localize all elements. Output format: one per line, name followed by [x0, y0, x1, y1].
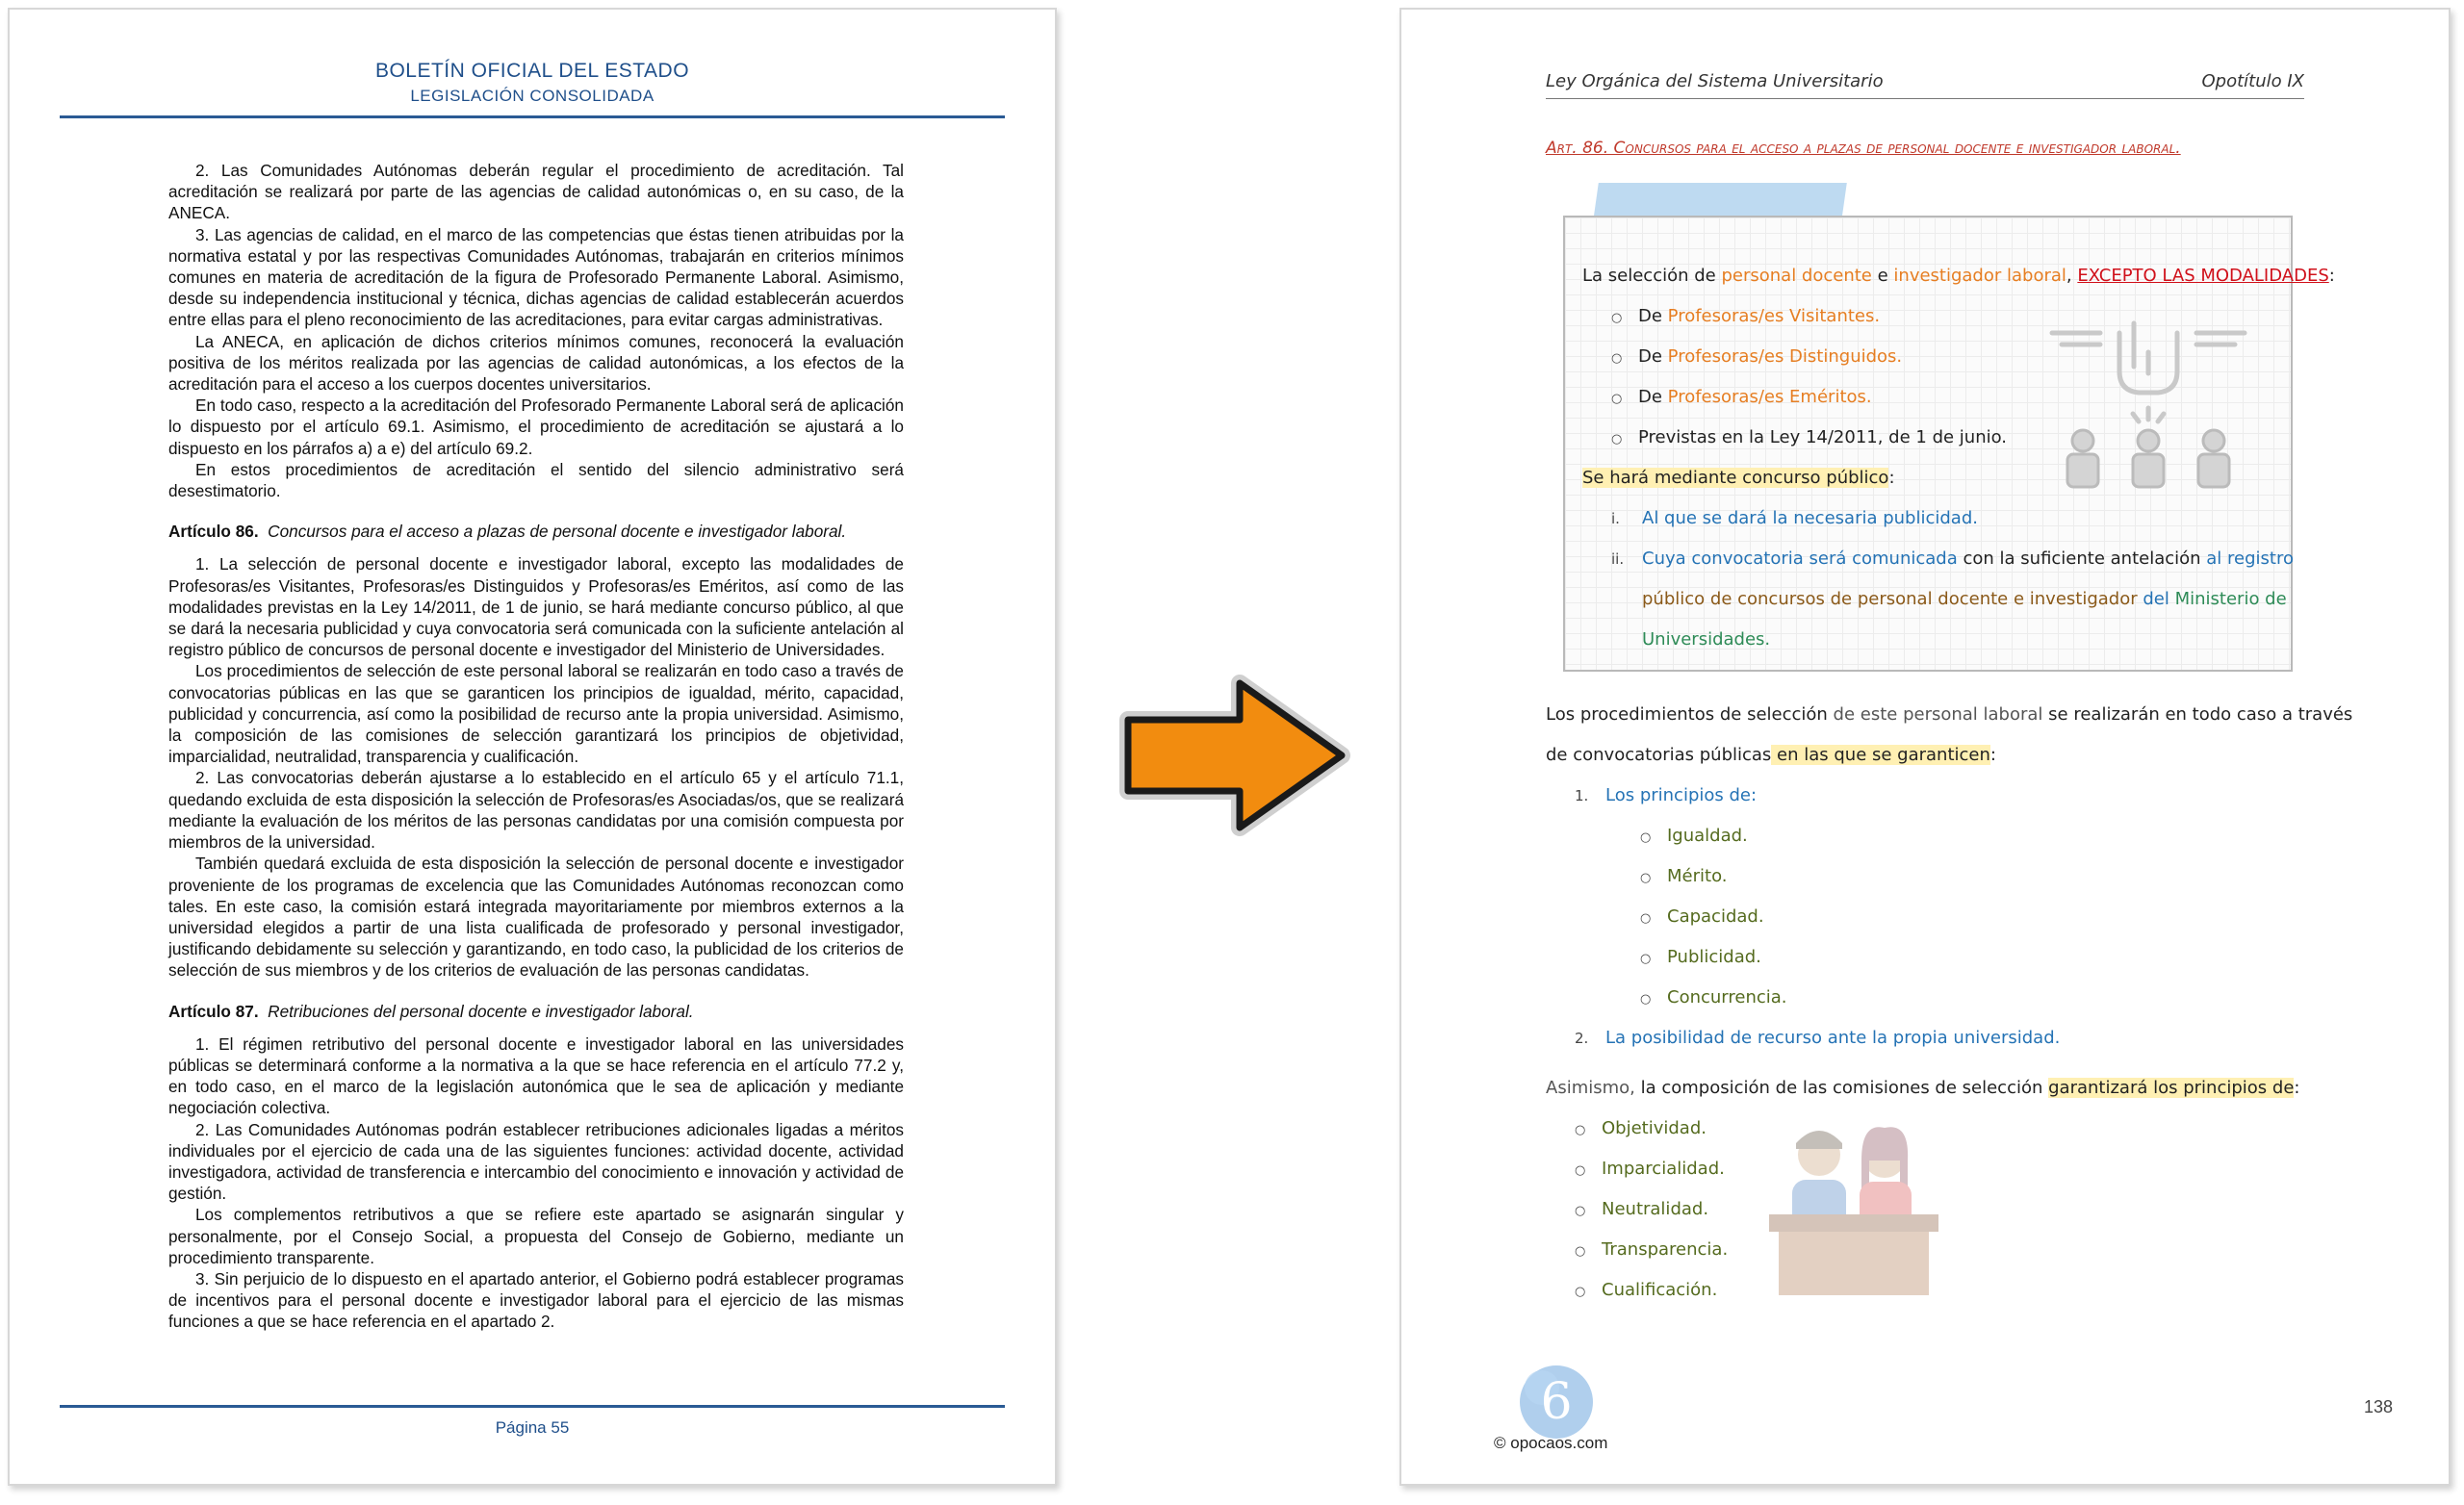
- circle-bullet-icon: ○: [1575, 1204, 1586, 1218]
- text: personal docente: [1721, 266, 1872, 286]
- circle-bullet-icon: ○: [1640, 952, 1652, 966]
- text: :: [1888, 468, 1895, 488]
- article-heading: [1546, 139, 2181, 158]
- note-roman-item: [1582, 539, 2294, 579]
- numbered-item: [1546, 776, 2306, 816]
- text: 2.: [1575, 1030, 1589, 1047]
- note-box: [1563, 216, 2335, 672]
- circle-bullet-icon: ○: [1640, 871, 1652, 885]
- text: Capacidad.: [1667, 906, 1764, 927]
- note-line: [1582, 579, 2287, 620]
- article-86-label: Artículo 86.: [168, 522, 259, 542]
- note-bullet: [1582, 296, 2275, 337]
- text: Ministerio de: [2174, 589, 2287, 609]
- circle-bullet-icon: ○: [1575, 1163, 1586, 1178]
- text: Neutralidad.: [1602, 1199, 1709, 1219]
- text: ,: [2066, 266, 2078, 286]
- text: Los principios de:: [1605, 785, 1758, 805]
- svg-text:6: 6: [1540, 1373, 1573, 1431]
- boe-paragraph: En estos procedimientos de acreditación el sentido del silencio administrativo será desestimatorio.: [168, 459, 904, 501]
- text: se realizarán en todo caso a través: [2048, 704, 2353, 725]
- boe-paragraph: 1. La selección de personal docente e investigador laboral, excepto las modalidades de Profesoras/es Visitantes, Profesoras/es Distinguidos y Profesoras/es Eméritos, así como de las modalidades previstas en la Ley 14/2011, de 1 de junio, se hará mediante concurso público, al que se dará la necesaria publicidad y cuya convocatoria será comunicada con la suficiente antelación al registro público de concursos de personal docente e investigador del Ministerio de Universidades.: [168, 554, 904, 660]
- boe-page-number: Página 55: [495, 1418, 570, 1437]
- principle-item: [1546, 816, 2306, 856]
- boe-paragraph: 2. Las convocatorias deberán ajustarse a lo establecido en el artículo 65 y el artículo 71.1, quedando excluida de esta disposición la selección de Profesoras/es Asociadas/os, que se realizará mediante la evaluación de los méritos de las personas candidatas por una comisión compuesta por miembros de la universidad.: [168, 768, 904, 853]
- circle-bullet-icon: ○: [1575, 1285, 1586, 1299]
- boe-footer-rule: [60, 1405, 1005, 1408]
- text: e: [1871, 266, 1894, 286]
- text: Imparcialidad.: [1602, 1159, 1725, 1179]
- article-87-label: Artículo 87.: [168, 1001, 259, 1021]
- text: Igualdad.: [1667, 826, 1748, 846]
- circle-bullet-icon: ○: [1640, 911, 1652, 926]
- note-line: [1582, 620, 2275, 660]
- text: Se hará mediante concurso público: [1582, 468, 1889, 488]
- boe-subtitle: LEGISLACIÓN CONSOLIDADA: [410, 87, 654, 105]
- circle-bullet-icon: ○: [1575, 1244, 1586, 1259]
- text: De: [1638, 346, 1668, 367]
- circle-bullet-icon: ○: [1640, 830, 1652, 845]
- text: Objetividad.: [1602, 1118, 1707, 1138]
- note-bullet: [1582, 418, 2275, 458]
- notes-header: [1546, 71, 2304, 91]
- note-bullet: [1582, 377, 2275, 418]
- principle-item: [1546, 937, 2306, 978]
- circle-bullet-icon: ○: [1640, 992, 1652, 1007]
- text: Los procedimientos de selección: [1546, 704, 1828, 725]
- text: :: [2328, 266, 2335, 286]
- text: del: [2137, 589, 2175, 609]
- boe-paragraph: 2. Las Comunidades Autónomas podrán establecer retribuciones adicionales ligadas a méritos individuales por el ejercicio de cada una de las siguientes funciones: actividad docente, actividad investigadora, actividad de transferencia e intercambio del conocimiento e innovación y actividad de gestión.: [168, 1119, 904, 1204]
- boe-title: BOLETÍN OFICIAL DEL ESTADO: [374, 60, 690, 82]
- committee-desk-icon: [1769, 1122, 1938, 1295]
- text: la composición de las comisiones de selección: [1640, 1078, 2049, 1098]
- text: Cualificación.: [1602, 1280, 1718, 1300]
- article-heading-text: Art. 86. Concursos para el acceso a plazas de personal docente e investigador laboral.: [1546, 139, 2181, 158]
- boe-paragraph: También quedará excluida de esta disposición la selección de personal docente e investigador proveniente de los programas de excelencia que las Comunidades Autónomas reconozcan como tales. En este caso, la comisión estará integrada mayoritariamente por miembros externos a la universidad elegidos a partir de una lista cualificada de profesorado y personal investigador, justificando debidamente su selección y garantizando, en todo caso, la publicidad de los criterios de selección de sus miembros y de los criterios de evaluación de las personas candidatas.: [168, 854, 904, 981]
- notes-header-title: Ley Orgánica del Sistema Universitario: [1546, 71, 1884, 91]
- text: i.: [1611, 510, 1620, 527]
- text: investigador laboral: [1893, 266, 2066, 286]
- text: de este personal laboral: [1827, 704, 2049, 725]
- text: Universidades.: [1642, 629, 1771, 650]
- note-bullet: [1582, 337, 2275, 377]
- principle-item: [1546, 856, 2306, 897]
- boe-paragraph: La ANECA, en aplicación de dichos criterios mínimos comunes, reconocerá la evaluación positiva de los méritos realizada por las agencias de calidad autonómicas, a los efectos de la acreditación para el acceso a los cuerpos docentes universitarios.: [168, 331, 904, 395]
- note-roman-item: [1582, 498, 2275, 539]
- text: al registro: [2206, 548, 2294, 569]
- text: Previstas en la Ley 14/2011: [1638, 427, 1878, 447]
- note-line: [1546, 695, 2353, 735]
- text: 1.: [1575, 787, 1589, 804]
- text: Publicidad.: [1667, 947, 1761, 967]
- article-86-title: Concursos para el acceso a plazas de personal docente e investigador laboral.: [268, 522, 847, 542]
- boe-body: [168, 160, 904, 1333]
- notes-page-number: 138: [2364, 1397, 2394, 1416]
- boe-page: [8, 8, 1057, 1486]
- circle-bullet-icon: ○: [1575, 1123, 1586, 1137]
- text: La selección de: [1582, 266, 1722, 286]
- arrow-right-icon: [1115, 674, 1355, 837]
- text: De: [1638, 387, 1668, 407]
- text: Profesoras/es Eméritos.: [1667, 387, 1872, 407]
- text: :: [2294, 1078, 2300, 1098]
- text: , de 1 de junio.: [1877, 427, 2008, 447]
- principle-item: [1546, 897, 2306, 937]
- notes-header-chapter: Opotítulo IX: [2201, 71, 2304, 91]
- boe-paragraph: 1. El régimen retributivo del personal docente e investigador laboral en las universidades públicas se determinará conforme a la normativa a la que se hace referencia en el artículo 77.2 y, en todo caso, en el marco de la legislación autonómica que le sea de aplicación y mediante negociación colectiva.: [168, 1033, 904, 1118]
- notes-header-rule: [1546, 98, 2304, 99]
- text: garantizará los principios de: [2048, 1078, 2295, 1098]
- text: De: [1638, 306, 1668, 326]
- text: Al que se dará la necesaria publicidad.: [1642, 508, 1978, 528]
- boe-paragraph: Los procedimientos de selección de este personal laboral se realizarán en todo caso a través de convocatorias públicas en las que se garanticen los principios de igualdad, mérito, capacidad, publicidad y concurrencia, así como la posibilidad de recurso ante la propia universidad. Asimismo, la composición de las comisiones de selección garantizará los principios de objetividad, imparcialidad, neutralidad, transparencia y cualificación.: [168, 661, 904, 767]
- boe-paragraph: 2. Las Comunidades Autónomas deberán regular el procedimiento de acreditación. Tal acreditación se realizará por parte de las agencias de calidad autonómicas o, en su caso, de la ANECA.: [168, 161, 904, 223]
- text: con la suficiente antelación: [1957, 548, 2207, 569]
- boe-header: [60, 60, 1005, 106]
- article-87-title: Retribuciones del personal docente e investigador laboral.: [268, 1001, 694, 1021]
- text: Transparencia.: [1602, 1239, 1729, 1260]
- copyright-text: © opocaos.com: [1494, 1434, 1608, 1452]
- text: público de concursos de personal docente e investigador: [1642, 589, 2138, 609]
- text: Asimismo,: [1546, 1078, 1641, 1098]
- boe-header-rule: [60, 115, 1005, 118]
- boe-paragraph: 3. Sin perjuicio de lo dispuesto en el apartado anterior, el Gobierno podrá establecer programas de incentivos para el personal docente e investigador laboral para el ejercicio de las mismas funciones a que se hace referencia en el apartado 2.: [168, 1268, 904, 1332]
- note-line: [1546, 1068, 2306, 1109]
- boe-paragraph: Los complementos retributivos a que se refiere este apartado se asignarán singular y personalmente, por el Consejo Social, a propuesta del Consejo de Gobierno, mediante un procedimiento transparente.: [168, 1205, 904, 1267]
- boe-paragraph: 3. Las agencias de calidad, en el marco de las competencias que éstas tienen atribuidas por la normativa estatal y por las respectivas Comunidades Autónomas, trabajarán en criterios mínimos comunes en materia de acreditación de la figura de Profesorado Permanente Laboral. Asimismo, desde su independencia institucional y técnica, dichas agencias de calidad establecerán acuerdos entre ellas para el pleno reconocimiento de las acreditaciones, para evitar cargas administrativas.: [168, 224, 904, 330]
- text: Concurrencia.: [1667, 987, 1787, 1008]
- text: Profesoras/es Distinguidos.: [1667, 346, 1903, 367]
- text: La posibilidad de recurso ante la propia universidad.: [1605, 1028, 2061, 1048]
- article-86-heading: [168, 521, 904, 542]
- text: de convocatorias públicas: [1546, 745, 1772, 765]
- note-line: [1582, 458, 2275, 498]
- note-line: [1582, 256, 2335, 296]
- principle-item: [1546, 978, 2306, 1018]
- text: EXCEPTO LAS MODALIDADES: [2077, 266, 2329, 286]
- circle-bullet-icon: ○: [1611, 351, 1623, 366]
- circle-bullet-icon: ○: [1611, 311, 1623, 325]
- note-line: [1546, 735, 2306, 776]
- text: :: [1989, 745, 1996, 765]
- text: Profesoras/es Visitantes.: [1667, 306, 1881, 326]
- numbered-item: [1546, 1018, 2306, 1059]
- circle-bullet-icon: ○: [1611, 432, 1623, 446]
- notes-page: [1399, 8, 2451, 1486]
- article-87-heading: [168, 1001, 904, 1022]
- text: Mérito.: [1667, 866, 1728, 886]
- boe-paragraph: En todo caso, respecto a la acreditación del Profesorado Permanente Laboral será de aplicación lo dispuesto por el artículo 69.1. Asimismo, el procedimiento de acreditación se ajustará a lo dispuesto en los párrafos a) a e) del artículo 69.2.: [168, 395, 904, 458]
- note-box-content: [1582, 256, 2335, 660]
- opocaos-logo: [1513, 1359, 1600, 1445]
- text: ii.: [1611, 550, 1625, 568]
- circle-bullet-icon: ○: [1611, 392, 1623, 406]
- text: Cuya convocatoria será comunicada: [1642, 548, 1958, 569]
- text: en las que se garanticen: [1771, 745, 1990, 765]
